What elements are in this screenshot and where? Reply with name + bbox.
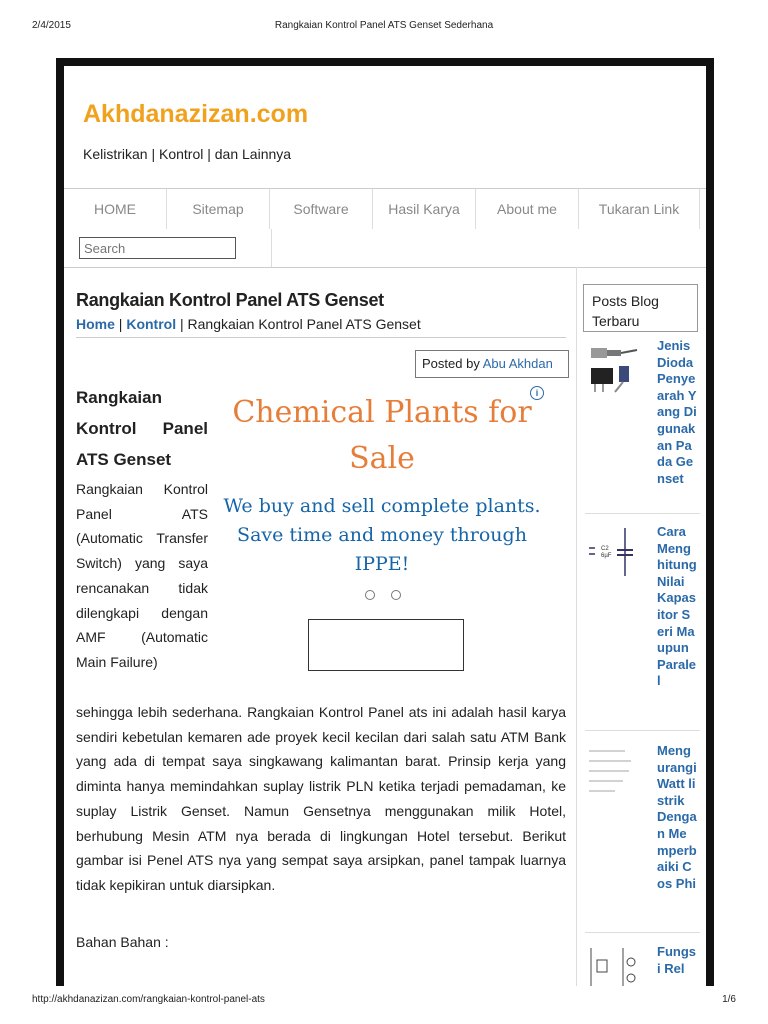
ad-text[interactable]: We buy and sell complete plants. Save time and money through IPPE! bbox=[223, 495, 541, 575]
article-intro: Rangkaian Kontrol Panel ATS (Automatic Transfer Switch) yang saya rencanakan tidak dilengkapi dengan AMF (Automatic Main Failure) bbox=[76, 481, 208, 670]
breadcrumb-separator: | bbox=[176, 316, 188, 332]
materials-heading: Bahan Bahan : bbox=[76, 934, 169, 950]
nav-item-about-me[interactable]: About me bbox=[476, 189, 579, 229]
sidebar-heading: Posts Blog Terbaru bbox=[583, 284, 698, 332]
post-title: Rangkaian Kontrol Panel ATS Genset bbox=[76, 290, 384, 310]
nav-item-home[interactable]: HOME bbox=[64, 189, 167, 229]
nav-item-tukaran-link[interactable]: Tukaran Link bbox=[579, 189, 700, 229]
nav-item-software[interactable]: Software bbox=[270, 189, 373, 229]
svg-text:6µF: 6µF bbox=[601, 553, 612, 559]
article-heading: Rangkaian Kontrol Panel ATS Genset bbox=[76, 388, 208, 469]
post-byline bbox=[415, 350, 569, 378]
diode-thumbnail-icon[interactable] bbox=[585, 338, 641, 394]
search-area bbox=[64, 229, 272, 267]
divider bbox=[76, 337, 566, 338]
ad-headline[interactable]: Chemical Plants for Sale bbox=[232, 395, 532, 476]
print-footer bbox=[0, 988, 768, 1024]
posted-by-label: Posted by bbox=[422, 356, 480, 371]
formula-thumbnail-icon[interactable] bbox=[585, 743, 641, 799]
breadcrumb-separator: | bbox=[114, 316, 127, 332]
nav-item-hasil-karya[interactable]: Hasil Karya bbox=[373, 189, 476, 229]
capacitor-thumbnail-icon[interactable] bbox=[585, 524, 641, 580]
breadcrumb-category[interactable]: Kontrol bbox=[126, 316, 177, 332]
sidebar-post-title[interactable]: Jenis Dioda Penyearah Yang Digunakan Pada Genset bbox=[657, 338, 697, 486]
info-icon[interactable]: i bbox=[530, 386, 544, 400]
page-frame bbox=[56, 58, 714, 986]
sidebar-post-title[interactable]: Cara Menghitung Nilai Kapasitor Seri Maupun Paralel bbox=[657, 524, 697, 689]
breadcrumb-current: Rangkaian Kontrol Panel ATS Genset bbox=[187, 316, 421, 332]
search-input[interactable] bbox=[79, 237, 236, 259]
sidebar-post-title[interactable]: Mengurangi Watt listrik Dengan Memperbaiki Cos Phi bbox=[657, 743, 697, 891]
page-number: 1/6 bbox=[722, 994, 736, 1005]
print-url: http://akhdanazizan.com/rangkaian-kontrol-panel-ats bbox=[32, 994, 265, 1005]
author-link[interactable]: Abu Akhdan bbox=[482, 356, 553, 371]
divider bbox=[585, 932, 700, 933]
breadcrumb bbox=[76, 316, 421, 332]
circuit-thumbnail-icon[interactable] bbox=[585, 944, 641, 986]
sidebar-divider bbox=[576, 267, 577, 986]
divider bbox=[64, 267, 706, 268]
carousel-dot[interactable] bbox=[391, 590, 401, 600]
site-title[interactable]: Akhdanazizan.com bbox=[83, 100, 309, 128]
article-body: sehingga lebih sederhana. Rangkaian Kontrol Panel ats ini adalah hasil karya sendiri kebetulan kemaren ade proyek kecil kecilan dari salah satu ATM Bank yang ada di tempat saya singkawang kalimantan barat. Prinsip kerja yang diminta hanya memindahkan suplay listrik PLN ketika terjadi pemadaman, ke suplay Listrik Genset. Namun Gensetnya menggunakan milik Hotel, berhubung Mesin ATM nya berada di lingkungan Hotel tersebut. Berikut gambar isi Penel ATS nya yang sempat saya arsipkan, panel tampak luarnya tidak kepikiran untuk diarsipkan. bbox=[76, 704, 566, 893]
divider bbox=[585, 513, 700, 514]
nav-item-sitemap[interactable]: Sitemap bbox=[167, 189, 270, 229]
carousel-dot[interactable] bbox=[365, 590, 375, 600]
print-date: 2/4/2015 bbox=[32, 20, 71, 31]
site-tagline: Kelistrikan | Kontrol | dan Lainnya bbox=[83, 146, 292, 162]
advertisement[interactable] bbox=[216, 382, 548, 676]
sidebar-post-title[interactable]: Fungsi Rel bbox=[657, 944, 696, 976]
ad-button[interactable] bbox=[308, 619, 464, 671]
breadcrumb-home[interactable]: Home bbox=[76, 316, 115, 332]
print-title: Rangkaian Kontrol Panel ATS Genset Sederhana bbox=[274, 20, 494, 31]
print-header bbox=[0, 0, 768, 50]
svg-text:C2: C2 bbox=[601, 546, 609, 552]
divider bbox=[585, 730, 700, 731]
blog-page bbox=[64, 66, 706, 986]
